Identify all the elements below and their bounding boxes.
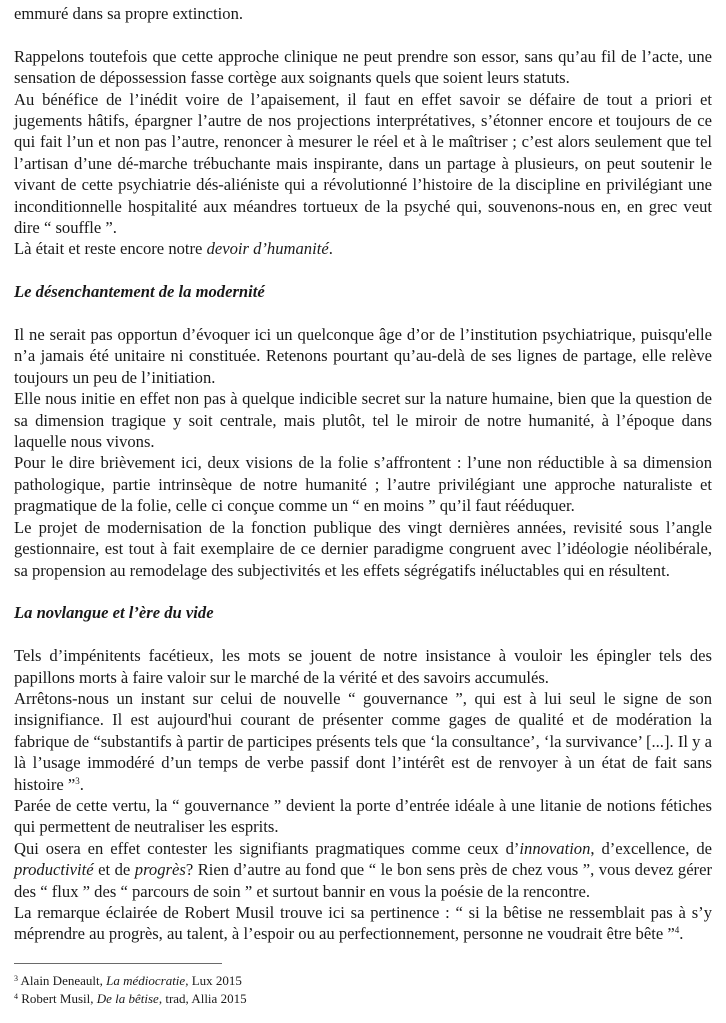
spacer	[14, 624, 712, 645]
spacer	[14, 260, 712, 281]
footnote-text: , Lux 2015	[185, 973, 242, 988]
paragraph: Au bénéfice de l’inédit voire de l’apaisement, il faut en effet savoir se défaire de tout a priori et jugements hâtifs, épargner l’autre de nos projections interprétatives, s’étonner encore et toujours de ce qui fait l’un et non pas l’autre, renoncer à mesurer le réel et à le maîtriser ; c’est alors seulement que tel l’artisan d’une dé-marche trébuchante mais inspirante, dans un partage à plusieurs, on peut soutenir le vivant de cette psychiatrie dés-aliéniste qui a révolutionné l’histoire de la discipline en privilégiant une inconditionnelle hospitalité aux méandres tortueux de la psyché qui, souvenons-nous en, en grec veut dire “ souffle ”.	[14, 89, 712, 238]
text: .	[79, 774, 84, 794]
emphasis: devoir d’humanité	[206, 239, 329, 259]
document-body	[14, 3, 712, 945]
text: et de	[93, 860, 135, 880]
text: Qui osera en effet contester les signifiants pragmatiques comme ceux d’	[14, 838, 520, 858]
footnote-title: La médiocratie	[106, 973, 186, 988]
paragraph: Pour le dire brièvement ici, deux visions de la folie s’affrontent : l’une non réductible à sa dimension pathologique, partie intrinsèque de notre humanité ; l’autre privilégiant une approche naturaliste et pragmatique de la folie, celle ci conçue comme un “ en moins ” qu’il faut rééduquer.	[14, 453, 712, 516]
emphasis: progrès	[134, 860, 186, 880]
text: .	[679, 924, 684, 944]
paragraph: Parée de cette vertu, la “ gouvernance ” devient la porte d’entrée idéale à une litanie de notions fétiches qui permettent de neutraliser les esprits.	[14, 795, 712, 837]
paragraph	[14, 838, 712, 902]
emphasis: innovation	[519, 838, 591, 858]
paragraph: Tels d’impénitents facétieux, les mots se jouent de notre insistance à vouloir les épingler tels des papillons morts à faire valoir sur le marché de la vérité et des savoirs accumulés.	[14, 646, 712, 687]
section-heading: La novlangue et l’ère du vide	[14, 603, 214, 623]
text: Là était et reste encore notre	[14, 239, 207, 259]
text: , de	[685, 838, 712, 858]
section-heading: Le désenchantement de la modernité	[14, 282, 265, 302]
spacer	[14, 24, 712, 45]
paragraph	[14, 902, 712, 945]
paragraph: Elle nous initie en effet non pas à quelque indicible secret sur la nature humaine, bien que la question de sa dimension tragique y soit centrale, mais plutôt, tel le miroir de notre humanité, à l’époque dans laquelle nous vivons.	[14, 389, 712, 452]
spacer	[14, 303, 712, 324]
footnote-separator	[14, 963, 222, 964]
paragraph: Rappelons toutefois que cette approche clinique ne peut prendre son essor, sans qu’au fil de l’acte, une sensation de dépossession fasse cortège aux soignants quels que soient leurs statuts.	[14, 46, 712, 88]
paragraph	[14, 238, 712, 259]
text: .	[328, 239, 333, 259]
text: , d’	[590, 838, 616, 858]
footnote-ref[interactable]: 4	[674, 925, 680, 936]
footnote-ref[interactable]: 3	[75, 775, 80, 786]
footnotes	[14, 972, 247, 1008]
text: excellence	[615, 838, 686, 858]
footnote-number: 3	[14, 974, 18, 983]
footnote-title: De la bêtise	[96, 991, 159, 1006]
emphasis: productivité	[14, 860, 94, 880]
spacer	[14, 581, 712, 602]
text: ? Rien d’autre au fond que “ le bon sens près de chez vous ”, vous devez gérer des “ flux ” des “ parcours de soin ” et surtout bannir en vous la poésie de la rencontre.	[14, 860, 712, 901]
paragraph: Le projet de modernisation de la fonction publique des vingt dernières années, revisité sous l’angle gestionnaire, est tout à fait exemplaire de ce dernier paradigme congruent avec l’idéologie néolibérale, sa propension au remodelage des subjectivités et les effets ségrégatifs inéluctables qui en résultent.	[14, 517, 712, 580]
footnote-text: , trad, Allia 2015	[158, 991, 247, 1006]
text: La remarque éclairée de Robert Musil trouve ici sa pertinence : “ si la bêtise ne ressemblait pas à s’y méprendre au progrès, au talent, à l’espoir ou au perfectionnement, personne ne voudrait être bête ”	[14, 902, 712, 944]
text: Arrêtons-nous un instant sur celui de nouvelle “ gouvernance ”, qui est à lui seul le signe de son insignifiance. Il est aujourd'hui courant de présenter comme gages de qualité et de modération la fabrique de “substantifs à partir de participes présents tels que ‘la consultance’, ‘la survivance’ [...]. Il y a là l’usage immodéré d’un temps de verbe passif dont l’intérêt est de renvoyer à un état de fait sans histoire ”	[14, 688, 712, 794]
paragraph: emmuré dans sa propre extinction.	[14, 4, 244, 23]
paragraph	[14, 688, 712, 795]
footnote	[14, 972, 247, 990]
footnote-text: Alain Deneault,	[20, 973, 107, 988]
footnote-number: 4	[14, 992, 18, 1001]
paragraph: Il ne serait pas opportun d’évoquer ici un quelconque âge d’or de l’institution psychiatrique, puisqu'elle n’a jamais été unitaire ni constituée. Retenons pourtant qu’au-delà de ses lignes de partage, elle relève toujours un peu de l’initiation.	[14, 325, 712, 387]
footnote-text: Robert Musil,	[21, 991, 97, 1006]
footnote	[14, 990, 247, 1008]
